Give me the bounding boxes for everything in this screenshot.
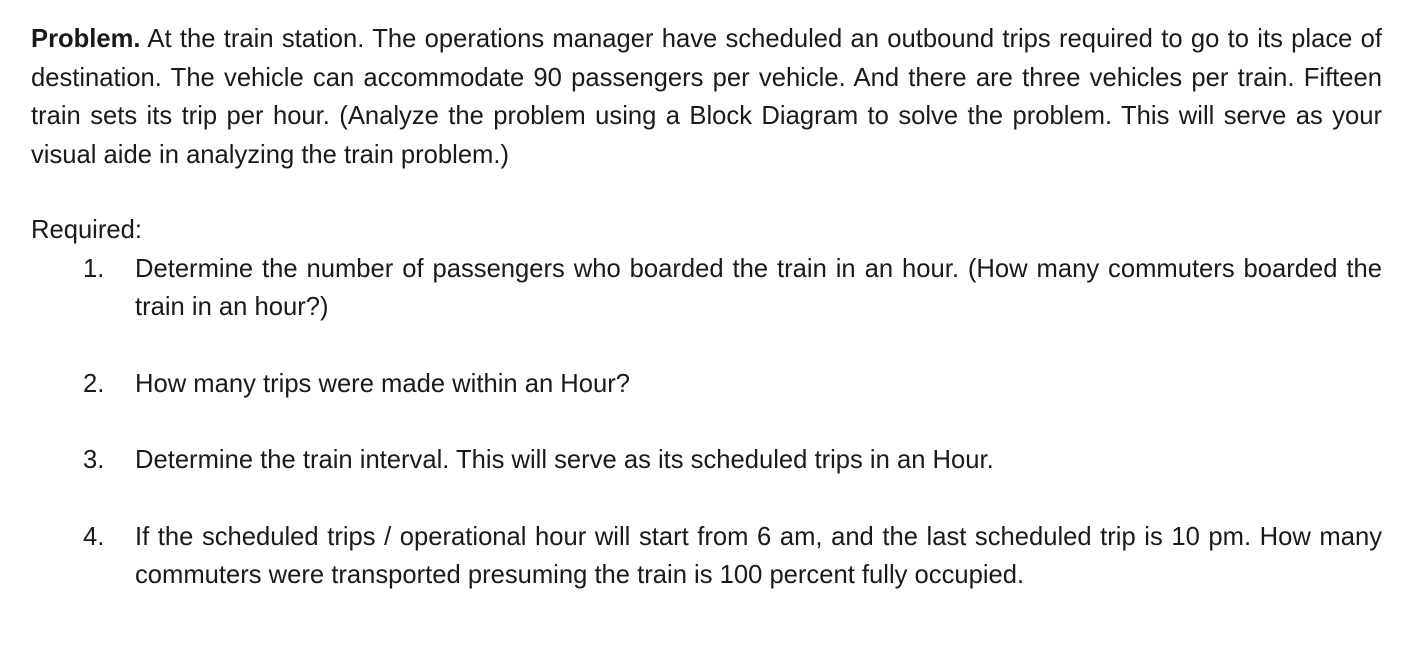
list-item bbox=[31, 365, 1382, 404]
list-item-text: Determine the train interval. This will serve as its scheduled trips in an Hour. bbox=[135, 446, 994, 474]
list-item-text: Determine the number of passengers who boarded the train in an hour. (How many commuters boarded the train in an hour?) bbox=[135, 254, 1382, 321]
problem-text: At the train station. The operations manager have scheduled an outbound trips required to go to its place of destination. The vehicle can accommodate 90 passengers per vehicle. And there are three vehicles per train. Fifteen train sets its trip per hour. (Analyze the problem using a Block Diagram to solve the problem. This will serve as your visual aide in analyzing the train problem.) bbox=[31, 25, 1382, 169]
list-item bbox=[31, 250, 1382, 327]
list-item bbox=[31, 441, 1382, 480]
required-list bbox=[31, 250, 1382, 595]
list-item-number: 1. bbox=[83, 254, 105, 283]
list-item-number: 3. bbox=[83, 446, 105, 474]
list-item-number: 4. bbox=[83, 522, 105, 551]
problem-paragraph bbox=[31, 20, 1382, 174]
problem-label: Problem. bbox=[31, 25, 141, 53]
list-item-text: If the scheduled trips / operational hour will start from 6 am, and the last scheduled trip is 10 pm. How many commuters were transported presuming the train is 100 percent fully occupied. bbox=[135, 522, 1382, 589]
required-heading: Required: bbox=[31, 216, 142, 244]
list-item-text: How many trips were made within an Hour? bbox=[135, 369, 631, 398]
list-item-number: 2. bbox=[83, 369, 105, 398]
list-item bbox=[31, 518, 1382, 595]
